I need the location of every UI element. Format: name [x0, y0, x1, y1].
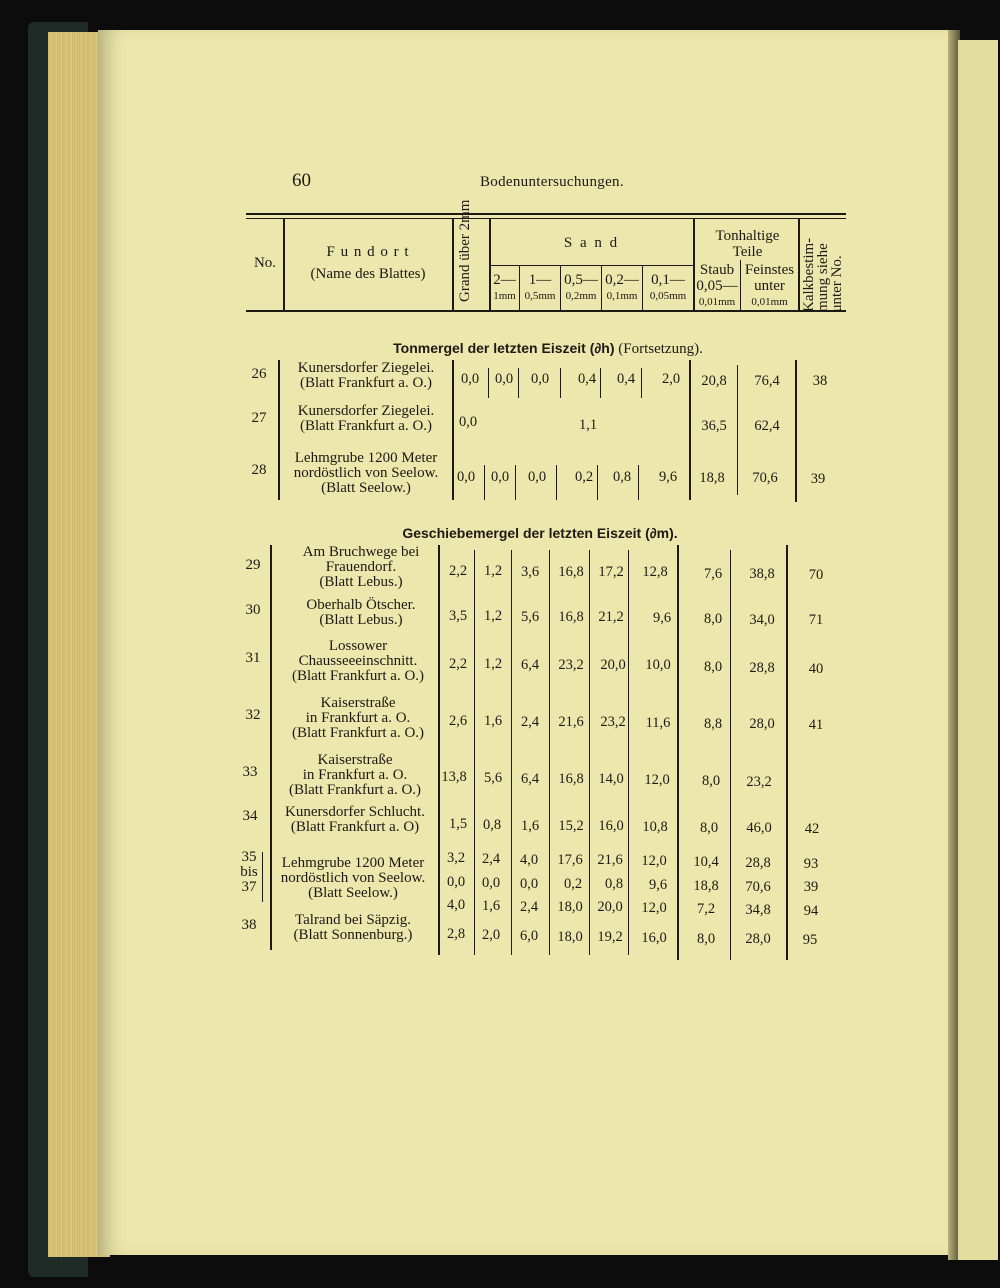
- row-no: 30: [245, 602, 261, 618]
- cell-sand-4: 20,0: [600, 657, 626, 673]
- cell-sand-1: 1,2: [483, 608, 503, 624]
- cell-kalk: 41: [808, 717, 824, 733]
- cell-kalk: 39: [810, 471, 826, 487]
- cell-grand: 0,0: [456, 469, 476, 485]
- cell-feinstes: 28,0: [749, 716, 775, 732]
- col-header-feinstes: Feinstes unter 0,01mm: [744, 262, 795, 308]
- cell-kalk: 38: [812, 373, 828, 389]
- cell-sand-1: 1,6: [483, 713, 503, 729]
- cell-staub: 18,8: [693, 878, 719, 894]
- cell-sand-1: 1,2: [483, 656, 503, 672]
- cell-staub: 18,8: [699, 470, 725, 486]
- cell-grand: 13,8: [441, 769, 467, 785]
- row-no: 28: [251, 462, 267, 478]
- cell-grand: 2,2: [448, 563, 468, 579]
- section-title-tonmergel: Tonmergel der letzten Eiszeit (∂h) (Fortsetzung).: [393, 340, 703, 357]
- cell-sand-5: 12,0: [641, 853, 667, 869]
- cell-sand-1: 5,6: [483, 770, 503, 786]
- sand-col-header-2: 1— 0,5mm: [524, 272, 556, 302]
- cell-sand-3: 0,4: [577, 371, 597, 387]
- sand-col-header-1: 2— 1mm: [493, 272, 516, 302]
- cell-sand-1: 2,4: [481, 851, 501, 867]
- col-header-kalk: Kalkbestim- mung siehe unter No.: [801, 237, 845, 312]
- header-bottom-rule: [246, 310, 846, 312]
- table-divider: [737, 365, 738, 495]
- cell-sand-3: 0,2: [574, 469, 594, 485]
- cell-staub: 8,0: [699, 820, 719, 836]
- cell-grand: 2,8: [446, 926, 466, 942]
- cell-sand-1: 0,0: [481, 875, 501, 891]
- cell-sand-2: 4,0: [519, 852, 539, 868]
- cell-sand-5: 2,0: [661, 371, 681, 387]
- cell-sand-5: 9,6: [648, 877, 668, 893]
- cell-feinstes: 38,8: [749, 566, 775, 582]
- cell-sand-5: 12,8: [642, 564, 668, 580]
- cell-grand: 3,5: [448, 608, 468, 624]
- cell-sand-5: 10,8: [642, 819, 668, 835]
- cell-sand-4: 14,0: [598, 771, 624, 787]
- header-divider: [798, 219, 800, 310]
- cell-grand: 1,5: [448, 816, 468, 832]
- cell-sand-1: 0,8: [482, 817, 502, 833]
- sand-col-header-3: 0,5— 0,2mm: [564, 272, 598, 302]
- cell-sand-4: 0,8: [612, 469, 632, 485]
- cell-feinstes: 34,0: [749, 612, 775, 628]
- col-header-sand: S a n d: [563, 235, 620, 251]
- cell-sand-2: 2,4: [520, 714, 540, 730]
- cell-feinstes: 76,4: [754, 373, 780, 389]
- cell-sand-5: 12,0: [641, 900, 667, 916]
- row-no: 27: [251, 410, 267, 426]
- table-divider: [278, 360, 280, 500]
- cell-sand-5: 12,0: [644, 772, 670, 788]
- cell-kalk: 40: [808, 661, 824, 677]
- cell-sand-4: 0,8: [604, 876, 624, 892]
- sand-col-header-4: 0,2— 0,1mm: [605, 272, 639, 302]
- cell-sand-3: 18,0: [557, 929, 583, 945]
- table-divider: [786, 545, 788, 960]
- cell-sand-4: 20,0: [597, 899, 623, 915]
- cell-sand-5: 16,0: [641, 930, 667, 946]
- cell-grand: 0,0: [458, 414, 478, 430]
- col-header-no: No.: [253, 255, 277, 271]
- row-no: 34: [242, 808, 258, 824]
- cell-grand: 3,2: [446, 850, 466, 866]
- cell-sand-2: 0,0: [530, 371, 550, 387]
- cell-grand: 2,2: [448, 656, 468, 672]
- row-fundort: Kunersdorfer Ziegelei. (Blatt Frankfurt a. O.): [297, 360, 435, 391]
- row-fundort: Lossower Chausseeeinschnitt. (Blatt Frankfurt a. O.): [291, 638, 425, 684]
- cell-sand-4: 19,2: [597, 929, 623, 945]
- col-header-staub: Staub 0,05— 0,01mm: [696, 262, 738, 308]
- cell-sand-total: 1,1: [578, 417, 598, 433]
- cell-sand-4: 16,0: [598, 818, 624, 834]
- row-fundort: Talrand bei Säpzig. (Blatt Sonnenburg.): [293, 912, 413, 943]
- row-no: 26: [251, 366, 267, 382]
- sand-subheader-rule: [490, 265, 693, 266]
- section-title-geschiebemergel: Geschiebemergel der letzten Eiszeit (∂m).: [402, 525, 678, 541]
- cell-sand-3: 16,8: [558, 609, 584, 625]
- cell-feinstes: 28,0: [745, 931, 771, 947]
- cell-staub: 8,0: [703, 611, 723, 627]
- cell-sand-5: 9,6: [652, 610, 672, 626]
- row-fundort: Lehmgrube 1200 Meter nordöstlich von Seelow. (Blatt Seelow.): [280, 855, 426, 901]
- row-fundort: Am Bruchwege bei Frauendorf. (Blatt Lebus.): [302, 544, 420, 590]
- row-fundort: Kunersdorfer Ziegelei. (Blatt Frankfurt a. O.): [297, 403, 435, 434]
- col-header-fundort-sub: (Name des Blattes): [310, 266, 426, 282]
- col-header-fundort: F u n d o r t: [326, 244, 410, 260]
- cell-sand-1: 0,0: [494, 371, 514, 387]
- header-divider: [283, 219, 285, 310]
- row-fundort: Kaiserstraße in Frankfurt a. O. (Blatt Frankfurt a. O.): [291, 695, 425, 741]
- cell-grand: 4,0: [446, 897, 466, 913]
- cell-kalk: 70: [808, 567, 824, 583]
- row-no: 32: [245, 707, 261, 723]
- cell-sand-5: 10,0: [645, 657, 671, 673]
- cell-sand-1: 1,6: [481, 898, 501, 914]
- row-no: 31: [245, 650, 261, 666]
- header-top-rule-2: [246, 218, 846, 219]
- cell-staub: 10,4: [693, 854, 719, 870]
- cell-sand-3: 21,6: [558, 714, 584, 730]
- cell-sand-5: 11,6: [645, 715, 671, 731]
- cell-sand-5: 9,6: [658, 469, 678, 485]
- cell-kalk: 93: [803, 856, 819, 872]
- row-no: 38: [241, 917, 257, 933]
- running-head: Bodenuntersuchungen.: [480, 174, 624, 190]
- cell-feinstes: 34,8: [745, 902, 771, 918]
- cell-sand-3: 17,6: [557, 852, 583, 868]
- cell-grand: 0,0: [446, 874, 466, 890]
- cell-feinstes: 28,8: [745, 855, 771, 871]
- cell-sand-3: 0,2: [563, 876, 583, 892]
- cell-sand-2: 5,6: [520, 609, 540, 625]
- row-fundort: Lehmgrube 1200 Meter nordöstlich von Seelow. (Blatt Seelow.): [293, 450, 439, 496]
- cell-kalk: 95: [802, 932, 818, 948]
- col-header-grand: Grand über 2mm: [457, 199, 473, 302]
- cell-kalk: 39: [803, 879, 819, 895]
- cell-sand-2: 3,6: [520, 564, 540, 580]
- row-fundort: Kaiserstraße in Frankfurt a. O. (Blatt Frankfurt a. O.): [288, 752, 422, 798]
- cell-sand-4: 23,2: [600, 714, 626, 730]
- header-top-rule: [246, 213, 846, 215]
- cell-sand-2: 1,6: [520, 818, 540, 834]
- cell-sand-1: 0,0: [490, 469, 510, 485]
- row-no: 33: [242, 764, 258, 780]
- cell-sand-1: 1,2: [483, 563, 503, 579]
- cell-kalk: 42: [804, 821, 820, 837]
- row-fundort: Kunersdorfer Schlucht. (Blatt Frankfurt a. O): [285, 804, 425, 835]
- cell-sand-4: 0,4: [616, 371, 636, 387]
- cell-sand-3: 18,0: [557, 899, 583, 915]
- cell-feinstes: 46,0: [746, 820, 772, 836]
- cell-feinstes: 23,2: [746, 774, 772, 790]
- cell-staub: 8,8: [703, 716, 723, 732]
- cell-sand-4: 21,6: [597, 852, 623, 868]
- cell-staub: 8,0: [703, 659, 723, 675]
- cell-staub: 8,0: [696, 931, 716, 947]
- cell-feinstes: 70,6: [752, 470, 778, 486]
- cell-feinstes: 28,8: [749, 660, 775, 676]
- page-number: 60: [292, 170, 311, 191]
- cell-kalk: 71: [808, 612, 824, 628]
- cell-sand-2: 0,0: [527, 469, 547, 485]
- cell-staub: 8,0: [701, 773, 721, 789]
- cell-sand-2: 0,0: [519, 876, 539, 892]
- row-no: 29: [245, 557, 261, 573]
- next-page-edge: [958, 40, 998, 1260]
- cell-sand-1: 2,0: [481, 927, 501, 943]
- sand-col-header-5: 0,1— 0,05mm: [649, 272, 687, 302]
- cell-feinstes: 62,4: [754, 418, 780, 434]
- cell-grand: 2,6: [448, 713, 468, 729]
- cell-feinstes: 70,6: [745, 879, 771, 895]
- row-fundort: Oberhalb Ötscher. (Blatt Lebus.): [306, 597, 416, 628]
- cell-sand-4: 21,2: [598, 609, 624, 625]
- cell-sand-3: 16,8: [558, 771, 584, 787]
- cell-sand-4: 17,2: [598, 564, 624, 580]
- cell-staub: 20,8: [701, 373, 727, 389]
- cell-staub: 7,2: [696, 901, 716, 917]
- cell-sand-2: 2,4: [519, 899, 539, 915]
- table-divider: [677, 545, 679, 960]
- cell-sand-2: 6,0: [519, 928, 539, 944]
- cell-staub: 36,5: [701, 418, 727, 434]
- cell-sand-3: 16,8: [558, 564, 584, 580]
- row-no: 35 bis 37: [240, 849, 258, 895]
- cell-grand: 0,0: [460, 371, 480, 387]
- cell-sand-2: 6,4: [520, 771, 540, 787]
- cell-sand-3: 23,2: [558, 657, 584, 673]
- cell-staub: 7,6: [703, 566, 723, 582]
- cell-sand-3: 15,2: [558, 818, 584, 834]
- col-header-tonhaltige: Tonhaltige Teile: [715, 228, 780, 260]
- cell-sand-2: 6,4: [520, 657, 540, 673]
- cell-kalk: 94: [803, 903, 819, 919]
- header-divider: [452, 219, 454, 310]
